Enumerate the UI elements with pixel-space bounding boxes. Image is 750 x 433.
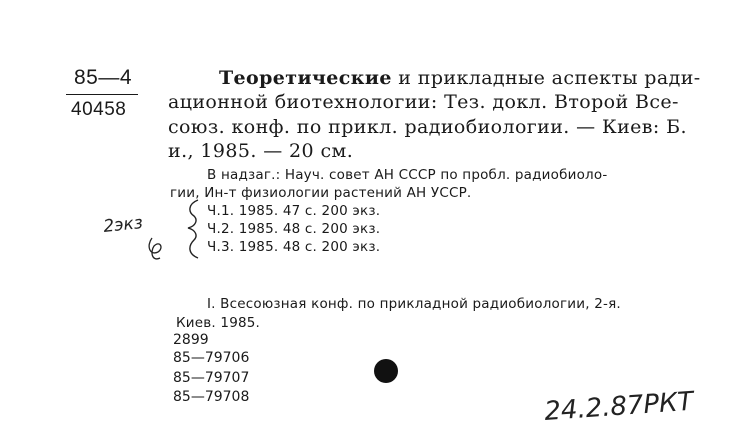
handwritten-date-note: 24.2.87РКТ — [543, 386, 695, 427]
title-line-4: и., 1985. — 20 см. — [168, 140, 354, 162]
call-number-divider — [66, 94, 138, 95]
tracing-number: 85—79707 — [173, 370, 250, 386]
tracing-number: 85—79708 — [173, 389, 250, 405]
subject-line-2: Киев. 1985. — [176, 315, 261, 331]
title-line-3: союз. конф. по прикл. радиобиологии. — Киев: Б. — [168, 116, 687, 138]
part-line-3: Ч.3. 1985. 48 с. 200 экз. — [207, 239, 381, 255]
title-line-1-rest: и прикладные аспекты ради- — [391, 67, 701, 89]
call-number-bottom: 40458 — [71, 99, 127, 120]
tracing-number: 85—79706 — [173, 350, 250, 366]
title-line-2: ационной биотехнологии: Тез. докл. Второй Все- — [168, 91, 679, 113]
note-line-2: гии, Ин-т физиологии растений АН УССР. — [170, 185, 472, 201]
handwritten-margin-note: 2экз — [102, 212, 144, 237]
note-line-1: В надзаг.: Науч. совет АН СССР по пробл. радиобиоло- — [207, 167, 608, 183]
subject-line-1: I. Всесоюзная конф. по прикладной радиобиологии, 2-я. — [207, 296, 621, 312]
handwritten-scribble-icon — [149, 238, 161, 259]
tracing-number: 2899 — [173, 332, 209, 348]
part-line-1: Ч.1. 1985. 47 с. 200 экз. — [207, 203, 381, 219]
part-line-2: Ч.2. 1985. 48 с. 200 экз. — [207, 221, 381, 237]
punch-hole-mark — [374, 359, 398, 383]
call-number-top: 85—4 — [74, 66, 133, 89]
title-line-1 — [219, 67, 701, 89]
curly-brace-icon — [188, 200, 198, 258]
title-bold-word: Теоретические — [219, 67, 392, 89]
